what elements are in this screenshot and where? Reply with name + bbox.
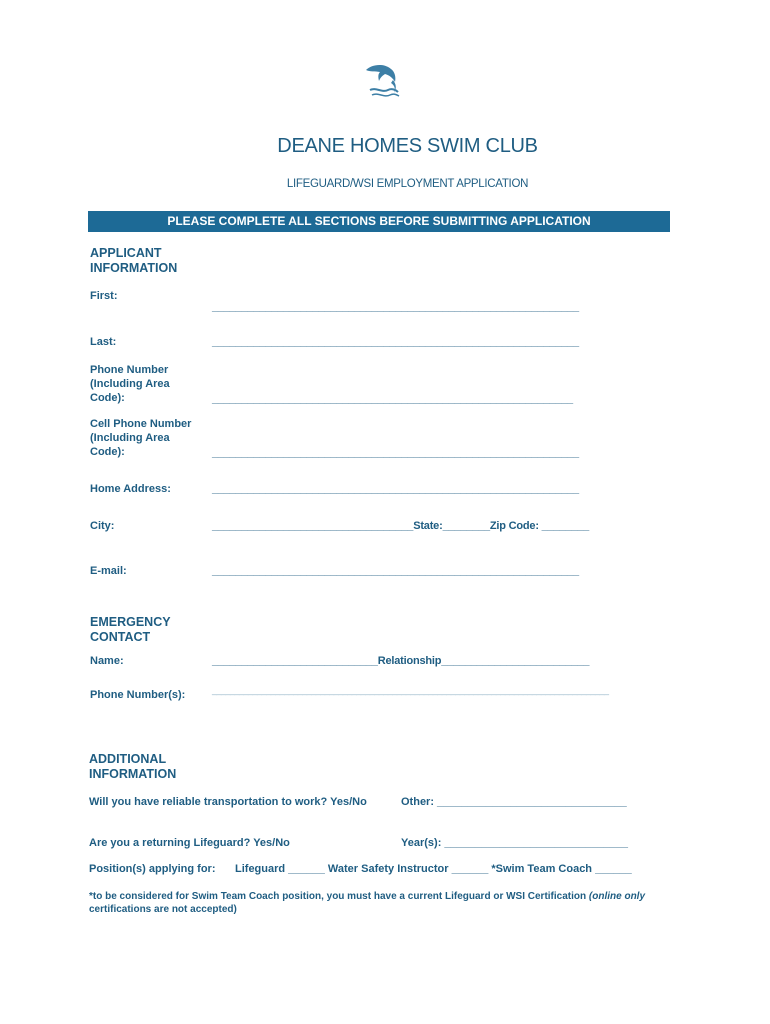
phone-label-line3: Code): [90,392,125,404]
emergency-name-relationship-field[interactable]: ____________________________Relationship_________________________ [212,655,590,667]
page-subtitle: LIFEGUARD/WSI EMPLOYMENT APPLICATION [286,178,529,190]
city-label: City: [90,520,115,532]
years-field[interactable]: Year(s): ______________________________ [401,837,628,849]
email-label: E-mail: [90,565,127,577]
other-field[interactable]: Other: _______________________________ [401,796,627,808]
footnote-italic: (online only [588,891,646,902]
last-name-field[interactable]: ______________________________________________________________ [212,336,579,348]
footnote-text: *to be considered for Swim Team Coach position, you must have a current Lifeguard or WSI Certification [89,891,589,902]
first-name-field[interactable]: ______________________________________________________________ [212,301,579,313]
positions-options[interactable]: Lifeguard ______ Water Safety Instructor ______ *Swim Team Coach ______ [235,863,632,875]
emergency-phone-label: Phone Number(s): [90,689,186,701]
emergency-name-label: Name: [90,655,124,667]
emergency-heading-line2: CONTACT [90,630,151,644]
home-address-label: Home Address: [90,483,171,495]
cell-phone-field[interactable]: ______________________________________________________________ [212,447,579,459]
returning-lifeguard-question[interactable]: Are you a returning Lifeguard? Yes/No [89,837,290,849]
cell-phone-label [90,417,191,459]
cell-label-line2: (Including Area [90,432,170,444]
phone-label-line1: Phone Number [90,364,169,376]
email-field[interactable]: ______________________________________________________________ [212,565,579,577]
emergency-heading [90,615,171,645]
additional-heading [89,752,176,782]
footnote-line2: certifications are not accepted) [89,904,237,915]
additional-heading-line2: INFORMATION [89,767,177,781]
cell-label-line3: Code): [90,446,125,458]
page-title: DEANE HOMES SWIM CLUB [277,135,538,157]
additional-heading-line1: ADDITIONAL [89,752,167,766]
phone-label [90,363,170,405]
emergency-heading-line1: EMERGENCY [90,615,171,629]
transportation-question[interactable]: Will you have reliable transportation to work? Yes/No [89,796,367,808]
applicant-heading-line2: INFORMATION [90,261,178,275]
first-name-label: First: [90,290,118,302]
phone-field[interactable]: _____________________________________________________________ [212,393,573,405]
instruction-banner: PLEASE COMPLETE ALL SECTIONS BEFORE SUBMITTING APPLICATION [88,211,670,232]
applicant-heading [90,246,177,276]
positions-label: Position(s) applying for: [89,863,216,875]
coach-footnote [89,890,645,916]
last-name-label: Last: [90,336,117,348]
cell-label-line1: Cell Phone Number [90,418,192,430]
home-address-field[interactable]: ______________________________________________________________ [212,483,579,495]
phone-label-line2: (Including Area [90,378,170,390]
applicant-heading-line1: APPLICANT [90,246,162,260]
city-state-zip-field[interactable]: __________________________________State:________Zip Code: ________ [212,520,590,532]
dolphin-icon [360,60,406,100]
emergency-phone-field[interactable]: ________________________________________________________________________________________ [212,685,609,695]
